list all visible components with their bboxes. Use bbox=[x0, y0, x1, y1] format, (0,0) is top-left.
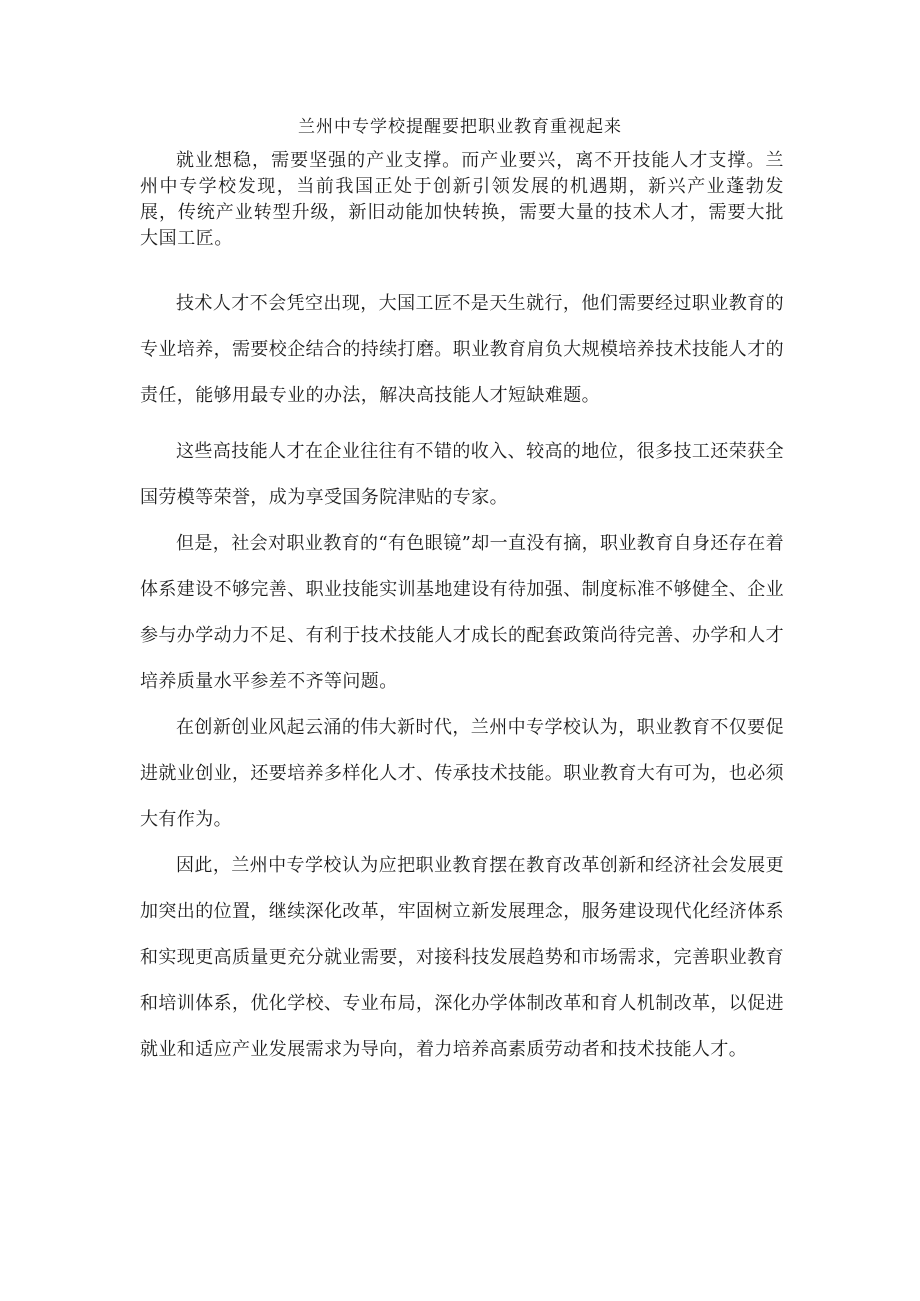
paragraph-employment-needs-industry: 就业想稳，需要坚强的产业支撑。而产业要兴，离不开技能人才支撑。兰州中专学校发现，当前我国正处于创新引领发展的机遇期，新兴产业蓬勃发展，传统产业转型升级，新旧动能加快转换，需要大量的技术人才，需要大批大国工匠。 bbox=[140, 150, 784, 249]
document-title: 兰州中专学校提醒要把职业教育重视起来 bbox=[298, 117, 622, 137]
paragraph-new-era: 在创新创业风起云涌的伟大新时代，兰州中专学校认为，职业教育不仅要促进就业创业，还要培养多样化人才、传承技术技能。职业教育大有可为，也必须大有作为。 bbox=[140, 717, 784, 830]
paragraph-skilled-talent-status: 这些高技能人才在企业往往有不错的收入、较高的地位，很多技工还荣获全国劳模等荣誉，成为享受国务院津贴的专家。 bbox=[140, 441, 784, 508]
paragraph-conclusion: 因此，兰州中专学校认为应把职业教育摆在教育改革创新和经济社会发展更加突出的位置，继续深化改革，牢固树立新发展理念，服务建设现代化经济体系和实现更高质量更充分就业需要，对接科技发展趋势和市场需求，完善职业教育和培训体系，优化学校、专业布局，深化办学体制改革和育人机制改革，以促进就业和适应产业发展需求为导向，着力培养高素质劳动者和技术技能人才。 bbox=[140, 855, 784, 1060]
paragraph-vocational-training: 技术人才不会凭空出现，大国工匠不是天生就行，他们需要经过职业教育的专业培养，需要校企结合的持续打磨。职业教育肩负大规模培养技术技能人才的责任，能够用最专业的办法，解决高技能人才短缺难题。 bbox=[140, 293, 784, 406]
paragraph-existing-problems: 但是，社会对职业教育的“有色眼镜”却一直没有摘，职业教育自身还存在着体系建设不够完善、职业技能实训基地建设有待加强、制度标准不够健全、企业参与办学动力不足、有利于技术技能人才成长的配套政策尚待完善、办学和人才培养质量水平参差不齐等问题。 bbox=[140, 533, 785, 692]
